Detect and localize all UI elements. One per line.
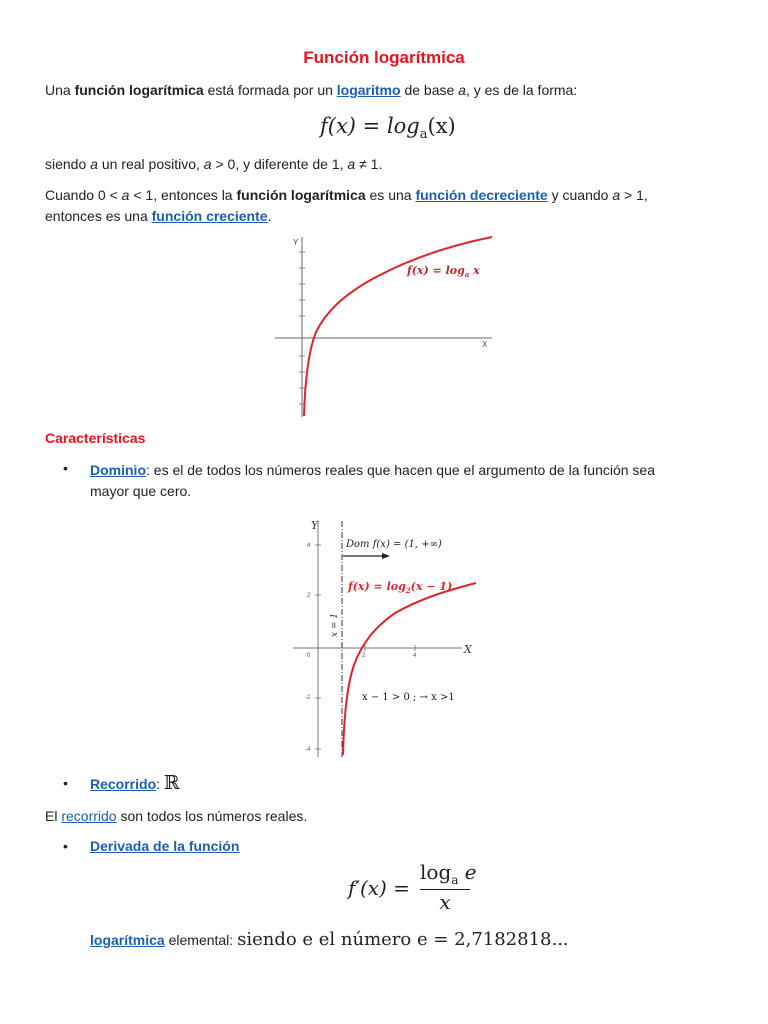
logaritmo-link[interactable]: logaritmo	[336, 82, 401, 98]
dominio-paragraph: Dominio: es el de todos los números reales que hacen que el argumento de la función sea mayor que cero.	[90, 462, 655, 499]
log-formula: $f(x) = \log_a(x)$	[320, 114, 456, 143]
recorrido-paragraph: El recorrido son todos los números reales.	[45, 808, 308, 824]
cuando-paragraph: Cuando 0 < a < 1, entonces la función logarítmica es una función decreciente y cuando a > 1, entonces es una función creciente.	[45, 187, 648, 224]
y-tick-4: 4	[307, 543, 311, 549]
condition-label: x − 1 > 0 ; → x >1	[362, 692, 455, 703]
fraction	[420, 860, 477, 914]
dominio-link[interactable]: Dominio	[90, 462, 146, 478]
bullet-dot: •	[63, 775, 68, 791]
derivada-link[interactable]: Derivada de la función	[90, 838, 240, 854]
log2-domain-graph	[290, 515, 490, 760]
log-graph-general	[272, 232, 497, 422]
page-title: Función logarítmica	[303, 48, 465, 67]
logaritmica-link[interactable]: logarítmica	[90, 932, 165, 948]
domain-label: Dom f(x) = (1, +∞)	[346, 539, 442, 550]
recorrido-link[interactable]: Recorrido	[90, 776, 157, 792]
intro-paragraph: Una función logarítmica está formada por un logaritmo de base a, y es de la forma:	[45, 82, 578, 98]
domain-arrowhead	[382, 553, 390, 559]
final-paragraph: logarítmica elemental: siendo e el número e = 2,7182818...	[90, 929, 569, 950]
derivada-item	[90, 836, 768, 857]
asymptote-label: x = 1	[330, 612, 340, 637]
y-tick-neg2: -2	[305, 695, 311, 701]
recorrido-item: Recorrido: ℝ	[90, 772, 180, 794]
condition-paragraph: siendo a un real positivo, a > 0, y diferente de 1, a ≠ 1.	[45, 156, 383, 172]
denominator: x	[439, 890, 451, 914]
x-tick-0: 0	[307, 653, 311, 659]
y-tick-2: 2	[307, 593, 311, 599]
bullet-dot: •	[63, 838, 68, 854]
x-axis-label: X	[464, 643, 472, 656]
euler-formula: siendo e el número e = 2,7182818...	[237, 929, 569, 950]
y-tick-neg4: -4	[305, 747, 311, 753]
function-label: $f(x) = \log_2(x - 1)$	[348, 580, 453, 595]
reals-symbol: ℝ	[163, 772, 180, 794]
function-label: $f(x) = \log_a x$	[407, 264, 480, 279]
numerator: $\log_a e$	[420, 860, 470, 890]
section-heading-caracteristicas: Características	[45, 430, 146, 446]
funcion-decreciente-link[interactable]: función decreciente	[415, 187, 548, 203]
log2-curve	[343, 583, 476, 755]
x-tick-4: 4	[413, 653, 417, 659]
y-axis-label: Y	[311, 519, 319, 532]
x-axis-label: X	[482, 340, 488, 349]
recorrido-text-link[interactable]: recorrido	[61, 808, 117, 824]
bullet-dot: •	[63, 460, 68, 476]
x-tick-2: 2	[362, 653, 366, 659]
funcion-creciente-link[interactable]: función creciente	[151, 208, 268, 224]
y-axis-label: Y	[293, 238, 299, 247]
